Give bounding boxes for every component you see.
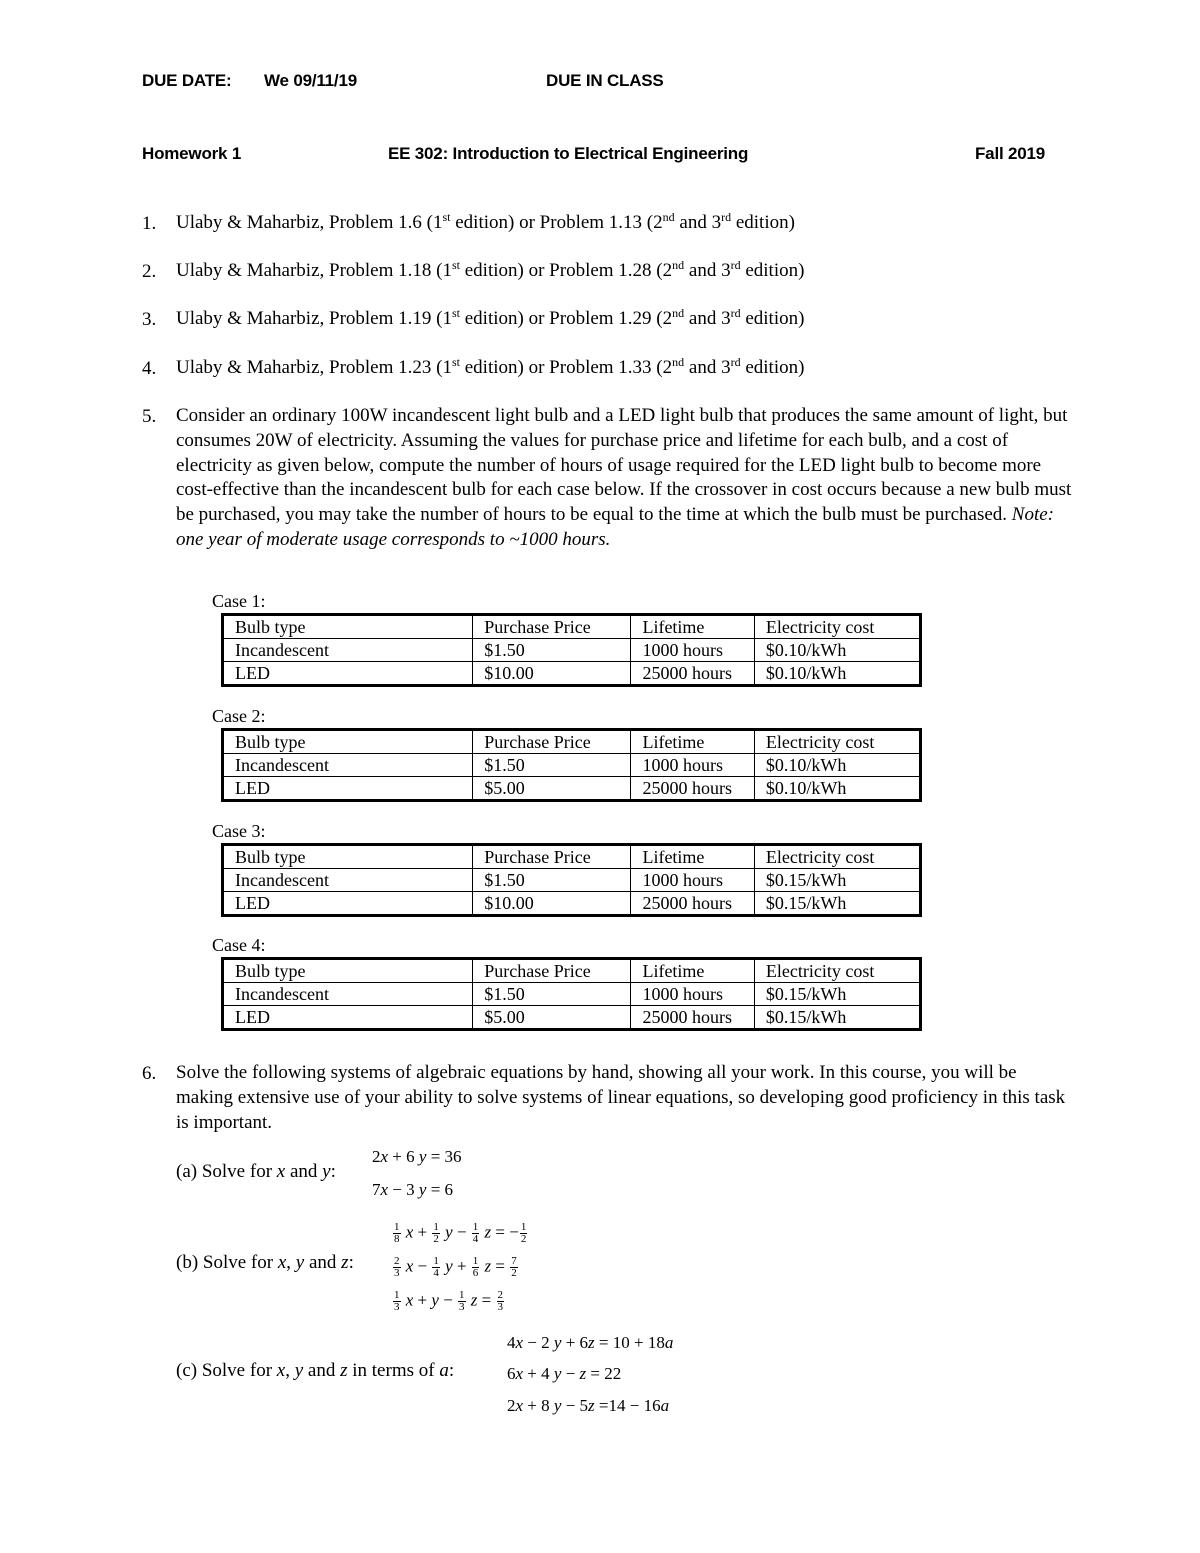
- table-cell: $0.10/kWh: [754, 639, 920, 662]
- problem-text: Ulaby & Maharbiz, Problem 1.19 (1st edition) or Problem 1.29 (2nd and 3rd edition): [176, 306, 805, 329]
- table-cell: Lifetime: [631, 730, 754, 754]
- table-cell: $5.00: [473, 777, 631, 801]
- part-c-label: (c) Solve for x, y and z in terms of a:: [176, 1360, 455, 1381]
- table-cell: 25000 hours: [631, 1006, 754, 1030]
- table-cell: Lifetime: [631, 959, 754, 983]
- table-cell: Electricity cost: [754, 730, 920, 754]
- case-2-label: Case 2:: [212, 706, 266, 726]
- table-cell: LED: [223, 1006, 473, 1030]
- table-row: [223, 754, 921, 777]
- problem-5-text: Consider an ordinary 100W incandescent light bulb and a LED light bulb that produces the same amount of light, but consumes 20W of electricity. Assuming the values for purchase price and lifetime for each bulb, and a cost of electricity as given below, compute the number of hours of usage required for the LED light bulb to become more cost-effective than the incandescent bulb for each case below. If the crossover in cost occurs because a new bulb must be purchased, you may take the number of hours to be equal to the time at which the bulb must be purchased. Note: one year of moderate usage corresponds to ~1000 hours.: [176, 405, 1072, 550]
- table-row: [223, 662, 921, 686]
- part-b-label: (b) Solve for x, y and z:: [176, 1252, 354, 1273]
- problem-text: Ulaby & Maharbiz, Problem 1.6 (1st edition) or Problem 1.13 (2nd and 3rd edition): [176, 210, 795, 233]
- problem-6-number: 6.: [142, 1063, 157, 1084]
- problem-5-note: Note: one year of moderate usage corresponds to ~1000 hours.: [176, 504, 1054, 550]
- part-c-equation-1: 4x − 2 y + 6z = 10 + 18a: [507, 1333, 674, 1352]
- case-1-label: Case 1:: [212, 591, 266, 611]
- table-cell: $0.15/kWh: [754, 869, 920, 892]
- problem-number: 4.: [142, 358, 157, 379]
- problem-text: Ulaby & Maharbiz, Problem 1.23 (1st edition) or Problem 1.33 (2nd and 3rd edition): [176, 355, 805, 378]
- problem-number: 3.: [142, 309, 157, 330]
- table-cell: Incandescent: [223, 869, 473, 892]
- table-cell: $0.10/kWh: [754, 662, 920, 686]
- problem-5-number: 5.: [142, 406, 157, 427]
- table-cell: Bulb type: [223, 615, 473, 639]
- part-a-equation-1: 2x + 6 y = 36: [372, 1147, 462, 1166]
- homework-title: Homework 1: [142, 144, 242, 163]
- table-cell: $10.00: [473, 662, 631, 686]
- part-a-label: (a) Solve for x and y:: [176, 1161, 336, 1182]
- table-row: [223, 845, 921, 869]
- table-cell: Purchase Price: [473, 959, 631, 983]
- table-cell: Incandescent: [223, 639, 473, 662]
- case-3-label: Case 3:: [212, 821, 266, 841]
- part-c-equation-2: 6x + 4 y − z = 22: [507, 1364, 622, 1383]
- table-row: [223, 730, 921, 754]
- table-cell: $10.00: [473, 892, 631, 916]
- table-cell: 25000 hours: [631, 662, 754, 686]
- table-row: [223, 892, 921, 916]
- case-1-table: [221, 613, 922, 687]
- part-b-equation-2: $\frac{2}{3}$ x − $\frac{1}{4}$ y + $\frac{1}{6}$ z = $\frac{7}{2}$: [394, 1255, 517, 1279]
- part-c-equation-3: 2x + 8 y − 5z =14 − 16a: [507, 1396, 670, 1415]
- table-cell: Lifetime: [631, 615, 754, 639]
- table-row: [223, 1006, 921, 1030]
- problem-6-text: Solve the following systems of algebraic equations by hand, showing all your work. In this course, you will be making extensive use of your ability to solve systems of linear equations, so developing good proficiency in this task is important.: [176, 1062, 1066, 1133]
- table-row: [223, 777, 921, 801]
- table-cell: Incandescent: [223, 983, 473, 1006]
- table-cell: LED: [223, 777, 473, 801]
- table-cell: Purchase Price: [473, 615, 631, 639]
- case-3-table: [221, 843, 922, 917]
- table-cell: Bulb type: [223, 959, 473, 983]
- part-b-equation-3: $\frac{1}{3}$ x + y − $\frac{1}{3}$ z = $\frac{2}{3}$: [394, 1289, 503, 1313]
- table-cell: LED: [223, 892, 473, 916]
- table-cell: $5.00: [473, 1006, 631, 1030]
- table-cell: 25000 hours: [631, 777, 754, 801]
- table-cell: Bulb type: [223, 845, 473, 869]
- case-4-table: [221, 957, 922, 1031]
- table-cell: $1.50: [473, 639, 631, 662]
- table-cell: Purchase Price: [473, 730, 631, 754]
- part-a-equation-2: 7x − 3 y = 6: [372, 1180, 454, 1199]
- table-cell: Incandescent: [223, 754, 473, 777]
- problem-number: 1.: [142, 213, 157, 234]
- table-cell: $1.50: [473, 869, 631, 892]
- table-cell: Lifetime: [631, 845, 754, 869]
- course-title: EE 302: Introduction to Electrical Engineering: [388, 144, 749, 163]
- table-cell: $0.10/kWh: [754, 754, 920, 777]
- table-cell: 1000 hours: [631, 869, 754, 892]
- part-b-equation-1: $\frac{1}{8}$ x + $\frac{1}{2}$ y − $\frac{1}{4}$ z = − $\frac{1}{2}$: [394, 1221, 527, 1245]
- problem-text: Ulaby & Maharbiz, Problem 1.18 (1st edition) or Problem 1.28 (2nd and 3rd edition): [176, 258, 805, 281]
- due-date-value: We 09/11/19: [264, 71, 357, 90]
- table-cell: Electricity cost: [754, 959, 920, 983]
- table-cell: Electricity cost: [754, 615, 920, 639]
- table-cell: $0.10/kWh: [754, 777, 920, 801]
- table-cell: $1.50: [473, 983, 631, 1006]
- due-date-label: DUE DATE:: [142, 71, 232, 90]
- table-cell: Electricity cost: [754, 845, 920, 869]
- term: Fall 2019: [975, 144, 1046, 163]
- table-cell: 25000 hours: [631, 892, 754, 916]
- table-cell: Bulb type: [223, 730, 473, 754]
- table-cell: $0.15/kWh: [754, 892, 920, 916]
- table-row: [223, 959, 921, 983]
- table-cell: Purchase Price: [473, 845, 631, 869]
- table-row: [223, 639, 921, 662]
- table-cell: $0.15/kWh: [754, 983, 920, 1006]
- table-cell: $1.50: [473, 754, 631, 777]
- table-cell: 1000 hours: [631, 754, 754, 777]
- case-4-label: Case 4:: [212, 935, 266, 955]
- table-cell: $0.15/kWh: [754, 1006, 920, 1030]
- table-cell: 1000 hours: [631, 639, 754, 662]
- table-row: [223, 983, 921, 1006]
- table-row: [223, 869, 921, 892]
- table-cell: LED: [223, 662, 473, 686]
- table-cell: 1000 hours: [631, 983, 754, 1006]
- case-2-table: [221, 728, 922, 802]
- problem-number: 2.: [142, 261, 157, 282]
- table-row: [223, 615, 921, 639]
- due-location: DUE IN CLASS: [546, 71, 664, 90]
